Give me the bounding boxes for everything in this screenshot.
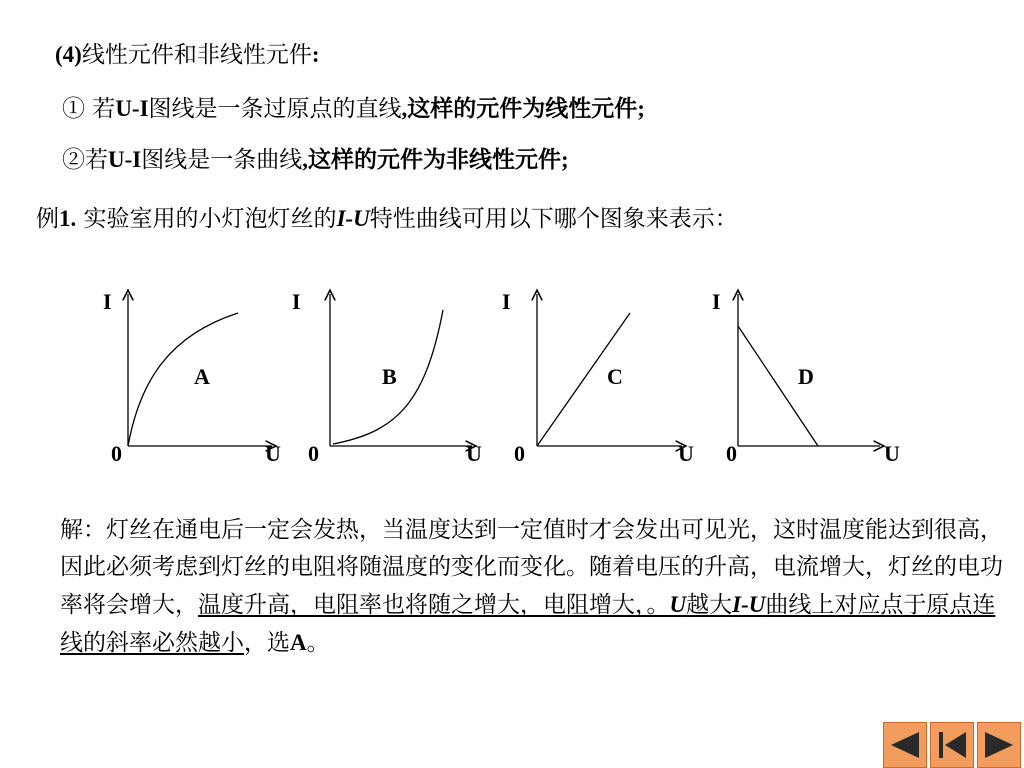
section-heading bbox=[55, 36, 320, 69]
solution-underlined-iu: I-U bbox=[732, 592, 766, 617]
item2-prefix: ②若 bbox=[62, 147, 108, 173]
example-prefix: 例 bbox=[36, 206, 59, 232]
solution-text-1: 解：灯丝在通电后一定会发热，当温度达到一定值时才会发出可见光，这时温度能达到很高，因此必须考虑到灯丝的电阻将随温度的变化而变化。随着电压的升高，电流增大，灯丝的电功率将会增大， bbox=[60, 517, 1003, 618]
heading-text: 线性元件和非线性元件 bbox=[81, 42, 312, 68]
graph-b bbox=[292, 289, 482, 466]
first-button[interactable] bbox=[930, 722, 974, 768]
graph-c bbox=[502, 289, 694, 466]
graph-a-letter: A bbox=[194, 364, 210, 389]
example-iu: I-U bbox=[336, 206, 370, 231]
solution-underlined-1: 温度升高，电阻率也将随之增大，电阻增大，。 bbox=[198, 592, 670, 618]
example-tail: 特性曲线可用以下哪个图象来表示： bbox=[369, 206, 738, 232]
first-icon bbox=[935, 729, 969, 761]
item1-text: 图线是一条过原点的直线 bbox=[148, 96, 402, 122]
graph-d bbox=[712, 289, 900, 466]
graph-b-ylabel: I bbox=[292, 289, 301, 314]
graph-a-xlabel: U bbox=[265, 441, 281, 466]
prev-icon bbox=[888, 729, 922, 761]
solution-underlined-u: U bbox=[669, 592, 687, 617]
graphs-figure bbox=[0, 280, 1024, 510]
solution-answer: A bbox=[290, 630, 307, 655]
prev-button[interactable] bbox=[883, 722, 927, 768]
graph-c-origin: 0 bbox=[514, 441, 525, 466]
graph-c-letter: C bbox=[607, 364, 623, 389]
graph-c-xlabel: U bbox=[678, 441, 694, 466]
heading-colon: : bbox=[311, 42, 320, 67]
graph-d-xlabel: U bbox=[884, 441, 900, 466]
item2-tail: ,这样的元件为非线性元件; bbox=[302, 147, 569, 172]
graph-a-ylabel: I bbox=[103, 289, 112, 314]
example-text: 实验室用的小灯泡灯丝的 bbox=[76, 206, 337, 232]
definition-linear bbox=[62, 90, 645, 123]
item1-ui: U-I bbox=[115, 96, 149, 121]
next-button[interactable] bbox=[977, 722, 1021, 768]
graph-b-letter: B bbox=[382, 364, 397, 389]
solution-end: 。 bbox=[306, 630, 330, 656]
item2-text: 图线是一条曲线 bbox=[141, 147, 303, 173]
graph-a-origin: 0 bbox=[111, 441, 122, 466]
item2-ui: U-I bbox=[108, 147, 142, 172]
item1-tail: ,这样的元件为线性元件; bbox=[401, 96, 645, 121]
graph-a bbox=[103, 289, 281, 466]
example-question bbox=[36, 200, 738, 233]
solution-paragraph bbox=[60, 512, 1010, 662]
solution-underlined-2: 越大 bbox=[686, 592, 733, 618]
heading-number: (4) bbox=[55, 42, 82, 67]
graph-d-origin: 0 bbox=[726, 441, 737, 466]
graph-c-ylabel: I bbox=[502, 289, 511, 314]
graph-b-origin: 0 bbox=[308, 441, 319, 466]
definition-nonlinear bbox=[62, 141, 569, 174]
graph-d-letter: D bbox=[798, 364, 814, 389]
graph-a-curve bbox=[128, 313, 238, 446]
solution-underlined-3: 曲线上对应点于原点连线的斜率必然越小 bbox=[60, 592, 996, 656]
example-number: 1. bbox=[59, 206, 77, 231]
graph-d-ylabel: I bbox=[712, 289, 721, 314]
item1-prefix: ① 若 bbox=[62, 96, 116, 122]
next-icon bbox=[982, 729, 1016, 761]
graph-b-xlabel: U bbox=[466, 441, 482, 466]
solution-text-2: ，选 bbox=[244, 630, 290, 656]
